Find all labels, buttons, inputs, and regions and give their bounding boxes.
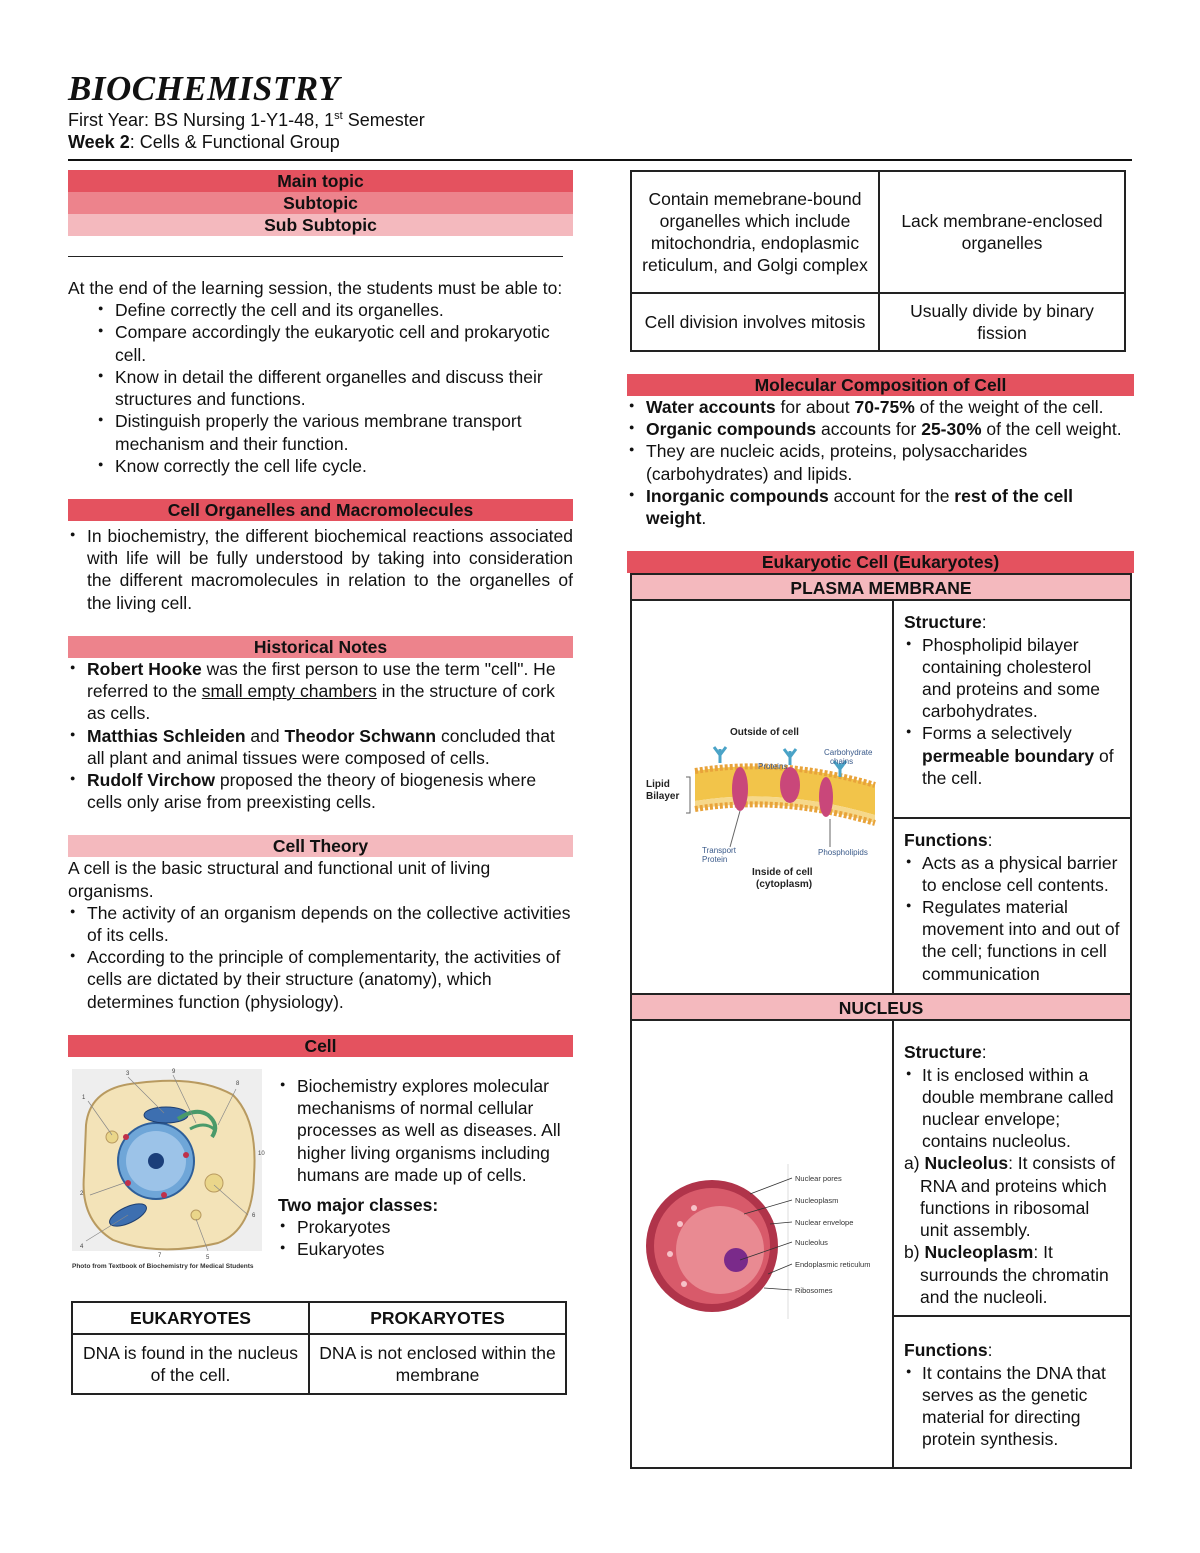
list-item: ● Rudolf Virchow proposed the theory of biogenesis where cells only arise from preexisting cells. xyxy=(68,769,573,813)
table-cell: Lack membrane-enclosed organelles xyxy=(879,171,1125,293)
page-header xyxy=(68,70,1132,154)
diagram-label: Nucleolus xyxy=(794,1238,828,1248)
list-item: ● They are nucleic acids, proteins, polysaccharides (carbohydrates) and lipids. xyxy=(627,440,1134,484)
section-title: Historical Notes xyxy=(68,636,573,658)
right-column xyxy=(627,170,1134,1469)
list-item: ● Regulates material movement into and out of the cell; functions in cell communication xyxy=(904,896,1122,985)
figure-number: 6 xyxy=(252,1212,256,1219)
figure-number: 10 xyxy=(258,1150,265,1157)
section-title: Eukaryotic Cell (Eukaryotes) xyxy=(627,551,1134,573)
nucleus-title: NUCLEUS xyxy=(632,995,1130,1021)
table-cell: DNA is found in the nucleus of the cell. xyxy=(72,1334,309,1394)
photo-credit: Photo from Textbook of Biochemistry for Medical Students xyxy=(72,1262,254,1270)
list-item: ● It is enclosed within a double membrane called nuclear envelope; contains nucleolus. xyxy=(904,1064,1122,1153)
nucleus-structure: Structure: ● It is enclosed within a double membrane called nuclear envelope; contains nucleolus. a) Nucleolus: It consists of RNA and proteins which functions in ribosomal unit assembly. b) Nucleoplasm: It surrounds the chromatin and the nucleoli. xyxy=(894,1021,1130,1315)
diagram-label: Nucleoplasm xyxy=(794,1196,838,1206)
history-list xyxy=(68,658,573,814)
eukaryote-prokaryote-table-part1 xyxy=(71,1301,567,1395)
table-cell: Contain memebrane-bound organelles which include mitochondria, endoplasmic reticulum, and Golgi complex xyxy=(631,171,879,293)
left-column xyxy=(68,170,573,1395)
table-cell: Cell division involves mitosis xyxy=(631,293,879,351)
nucleus-text xyxy=(894,1021,1130,1467)
section-cell-theory xyxy=(68,835,573,1013)
list-item: ● Biochemistry explores molecular mechanisms of normal cellular processes as well as diseases. All higher living organisms including humans are made up of cells. xyxy=(278,1075,573,1186)
diagram-label: Phospholipids xyxy=(817,848,868,858)
list-item: ● Eukaryotes xyxy=(278,1238,573,1260)
legend-main-topic: Main topic xyxy=(68,170,573,192)
table-cell: Usually divide by binary fission xyxy=(879,293,1125,351)
section-title: Cell xyxy=(68,1035,573,1057)
diagram-label: Proteins xyxy=(757,762,787,772)
figure-number: 3 xyxy=(126,1070,130,1077)
figure-number: 2 xyxy=(80,1190,84,1197)
animal-cell-diagram xyxy=(68,1065,268,1275)
eukaryote-prokaryote-table-part2 xyxy=(630,170,1126,352)
plasma-membrane-row xyxy=(632,601,1130,995)
diagram-label: Nuclear envelope xyxy=(794,1218,853,1228)
list-item: ● Organic compounds accounts for 25-30% of the cell weight. xyxy=(627,418,1134,440)
molecular-list xyxy=(627,396,1134,529)
figure-number: 7 xyxy=(158,1252,162,1259)
diagram-label: Nuclear pores xyxy=(794,1174,842,1184)
list-item: ● Robert Hooke was the first person to use the term "cell". He referred to the small empty chambers in the structure of cork as cells. xyxy=(68,658,573,725)
eukaryotic-table xyxy=(630,573,1132,1469)
section-title: Cell Theory xyxy=(68,835,573,857)
diagram-label: Lipid xyxy=(645,779,670,791)
membrane-functions: Functions: ● Acts as a physical barrier to enclose cell contents. ● Regulates material movement into and out of the cell; functions in cell communication xyxy=(894,817,1130,993)
list-item: ● In biochemistry, the different biochemical reactions associated with life will be fully understood by taking into consideration the different macromolecules in relation to the organelles of the living cell. xyxy=(68,525,573,614)
diagram-label: Inside of cell xyxy=(751,867,813,879)
diagram-label: (cytoplasm) xyxy=(755,879,812,891)
diagram-label: Ribosomes xyxy=(794,1286,833,1296)
list-item: ● Define correctly the cell and its organelles. xyxy=(96,299,573,321)
week-line: Week 2: Cells & Functional Group xyxy=(68,132,340,153)
legend-sub-subtopic: Sub Subtopic xyxy=(68,214,573,236)
list-item: ● Know correctly the cell life cycle. xyxy=(96,455,573,477)
list-item: ● Phospholipid bilayer containing cholesterol and proteins and some carbohydrates. xyxy=(904,634,1122,723)
diagram-label: Endoplasmic reticulum xyxy=(794,1260,870,1270)
section-eukaryotic xyxy=(627,551,1134,1469)
nucleus-image-cell xyxy=(632,1021,894,1467)
list-item: ● Acts as a physical barrier to enclose cell contents. xyxy=(904,852,1122,896)
list-item: ● According to the principle of complementarity, the activities of cells are dictated by their structure (anatomy), which determines function (physiology). xyxy=(68,946,573,1013)
classes-title: Two major classes: xyxy=(278,1195,439,1215)
page-title: BIOCHEMISTRY xyxy=(68,69,340,108)
figure-number: 8 xyxy=(236,1080,240,1087)
theory-list xyxy=(68,902,573,1013)
table-header: PROKARYOTES xyxy=(309,1302,566,1334)
nucleus-row xyxy=(632,1021,1130,1467)
list-item: ● Prokaryotes xyxy=(278,1216,573,1238)
course-line: First Year: BS Nursing 1-Y1-48, 1st Semester xyxy=(68,109,425,130)
objectives-list xyxy=(96,299,573,477)
list-item: ● Matthias Schleiden and Theodor Schwann concluded that all plant and animal tissues were composed of cells. xyxy=(68,725,573,769)
nucleus-functions: Functions: ● It contains the DNA that serves as the genetic material for directing protein synthesis. xyxy=(894,1315,1130,1458)
section-molecular xyxy=(627,374,1134,529)
section-history xyxy=(68,636,573,814)
header-rule xyxy=(68,159,1132,161)
figure-number: 4 xyxy=(80,1243,84,1250)
figure-number: 1 xyxy=(82,1094,86,1101)
theory-intro: A cell is the basic structural and functional unit of living organisms. xyxy=(68,858,491,901)
list-item: ● Compare accordingly the eukaryotic cell and prokaryotic cell. xyxy=(96,321,573,365)
list-item: ● Forms a selectively permeable boundary of the cell. xyxy=(904,722,1122,789)
diagram-label: Protein xyxy=(701,855,727,865)
list-item: ● Distinguish properly the various membrane transport mechanism and their function. xyxy=(96,410,573,454)
diagram-label: chains xyxy=(829,757,853,767)
cell-text-list xyxy=(278,1075,573,1186)
table-header: EUKARYOTES xyxy=(72,1302,309,1334)
section-organelles xyxy=(68,499,573,614)
list-item: ● It contains the DNA that serves as the genetic material for directing protein synthesis. xyxy=(904,1362,1122,1451)
membrane-text xyxy=(894,601,1130,993)
lipid-bilayer-diagram xyxy=(640,697,885,897)
list-item: ● Inorganic compounds account for the rest of the cell weight. xyxy=(627,485,1134,529)
table-cell: DNA is not enclosed within the membrane xyxy=(309,1334,566,1394)
learning-objectives xyxy=(68,277,573,477)
cell-description xyxy=(278,1065,573,1275)
nucleus-diagram xyxy=(640,1164,885,1324)
section-title: Molecular Composition of Cell xyxy=(627,374,1134,396)
figure-number: 5 xyxy=(206,1254,210,1261)
cell-row xyxy=(68,1065,573,1275)
list-item: ● The activity of an organism depends on the collective activities of its cells. xyxy=(68,902,573,946)
legend-divider xyxy=(68,256,563,257)
section-title: Cell Organelles and Macromolecules xyxy=(68,499,573,521)
list-item: a) Nucleolus: It consists of RNA and proteins which functions in ribosomal unit assembly. xyxy=(904,1153,1116,1241)
list-item: b) Nucleoplasm: It surrounds the chromatin and the nucleoli. xyxy=(904,1242,1109,1307)
figure-number: 9 xyxy=(172,1068,176,1075)
diagram-label: Bilayer xyxy=(645,791,679,803)
membrane-image-cell xyxy=(632,601,894,993)
diagram-label: Outside of cell xyxy=(729,727,799,739)
plasma-membrane-title: PLASMA MEMBRANE xyxy=(632,575,1130,601)
classes-list xyxy=(278,1216,573,1260)
membrane-structure: Structure: ● Phospholipid bilayer containing cholesterol and proteins and some carbohydrates. ● Forms a selectively permeable boundary of the cell. xyxy=(894,601,1130,817)
section-cell xyxy=(68,1035,573,1395)
diagram-label: Transport xyxy=(701,846,736,856)
organelles-list xyxy=(68,525,573,614)
diagram-label: Carbohydrate xyxy=(823,748,872,758)
list-item: ● Know in detail the different organelles and discuss their structures and functions. xyxy=(96,366,573,410)
legend-subtopic: Subtopic xyxy=(68,192,573,214)
objectives-intro: At the end of the learning session, the students must be able to: xyxy=(68,278,563,298)
list-item: ● Water accounts for about 70-75% of the weight of the cell. xyxy=(627,396,1134,418)
